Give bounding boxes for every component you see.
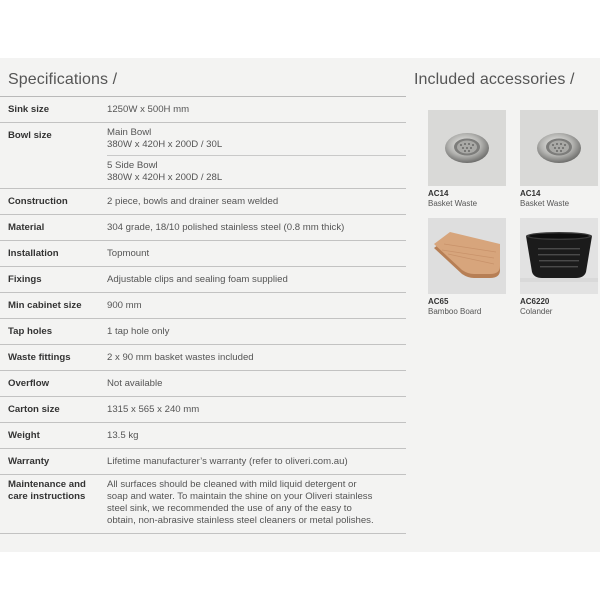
row-label: Min cabinet size [8, 300, 82, 311]
row-value: Topmount [107, 248, 150, 259]
table-row [0, 475, 406, 534]
bamboo-board-icon [428, 218, 506, 294]
table-row [0, 345, 406, 371]
row-value [107, 475, 406, 533]
table-row [0, 123, 406, 189]
row-value: 5 Side Bowl [107, 160, 158, 171]
accessory-item [520, 110, 598, 208]
table-row [0, 267, 406, 293]
table-row [0, 397, 406, 423]
specifications-table [0, 97, 406, 534]
accessories-section [414, 58, 600, 88]
basket-waste-icon [520, 110, 598, 186]
row-value-line: steel sink, we recommended the use of any of the easy to [107, 503, 352, 514]
row-value: 900 mm [107, 300, 142, 311]
row-label: Bowl size [8, 130, 52, 141]
row-label: Construction [8, 196, 68, 207]
row-value: 380W x 420H x 200D / 28L [107, 172, 223, 183]
row-label: Weight [8, 430, 40, 441]
row-value: Adjustable clips and sealing foam supplied [107, 274, 288, 285]
row-value: 1250W x 500H mm [107, 104, 190, 115]
row-label: Tap holes [8, 326, 53, 337]
accessories-title: Included accessories / [414, 71, 575, 88]
row-label: Overflow [8, 378, 50, 389]
row-value: 2 x 90 mm basket wastes included [107, 352, 254, 363]
spec-sheet [0, 58, 600, 552]
row-value: 13.5 kg [107, 430, 139, 441]
colander-icon [520, 218, 598, 294]
row-value: 2 piece, bowls and drainer seam welded [107, 196, 279, 207]
table-row [0, 97, 406, 123]
row-value: 380W x 420H x 200D / 30L [107, 139, 223, 150]
table-row [0, 371, 406, 397]
bowl-main [107, 123, 406, 155]
row-value: 304 grade, 18/10 polished stainless steel (0.8 mm thick) [107, 222, 345, 233]
row-value-line: All surfaces should be cleaned with mild liquid detergent or [107, 479, 357, 490]
row-label: Carton size [8, 404, 60, 415]
row-label [8, 475, 107, 509]
accessory-item [428, 218, 506, 316]
accessory-item [428, 110, 506, 208]
row-value: Lifetime manufacturer’s warranty (refer to oliveri.com.au) [107, 456, 348, 467]
accessory-code: AC65 [428, 297, 449, 306]
table-row [0, 215, 406, 241]
accessory-name: Basket Waste [520, 199, 570, 208]
table-row [0, 423, 406, 449]
table-row [0, 449, 406, 475]
row-value: 1 tap hole only [107, 326, 170, 337]
row-label: Material [8, 222, 45, 233]
table-row [0, 319, 406, 345]
specifications-title: Specifications / [8, 71, 118, 88]
table-row [0, 189, 406, 215]
row-label: Warranty [8, 456, 50, 467]
row-value-line: obtain, non-abrasive stainless steel cleaners or metal polishes. [107, 515, 374, 526]
row-value: 1315 x 565 x 240 mm [107, 404, 200, 415]
table-row [0, 293, 406, 319]
row-value-line: soap and water. To maintain the shine on your Oliveri stainless [107, 491, 373, 502]
row-label-line: Maintenance and [8, 479, 86, 490]
row-label: Installation [8, 248, 59, 259]
accessory-name: Colander [520, 307, 553, 316]
row-value: Not available [107, 378, 163, 389]
row-value: Main Bowl [107, 127, 152, 138]
accessory-code: AC14 [520, 189, 541, 198]
accessory-code: AC14 [428, 189, 449, 198]
specifications-section [0, 58, 406, 534]
table-row [0, 241, 406, 267]
accessory-name: Bamboo Board [428, 307, 482, 316]
accessory-code: AC6220 [520, 297, 550, 306]
basket-waste-icon [428, 110, 506, 186]
accessory-item [520, 218, 598, 316]
row-label-line: care instructions [8, 491, 86, 502]
row-label: Sink size [8, 104, 50, 115]
accessory-name: Basket Waste [428, 199, 478, 208]
row-label: Waste fittings [8, 352, 71, 363]
row-label: Fixings [8, 274, 42, 285]
bowl-side [107, 155, 406, 188]
